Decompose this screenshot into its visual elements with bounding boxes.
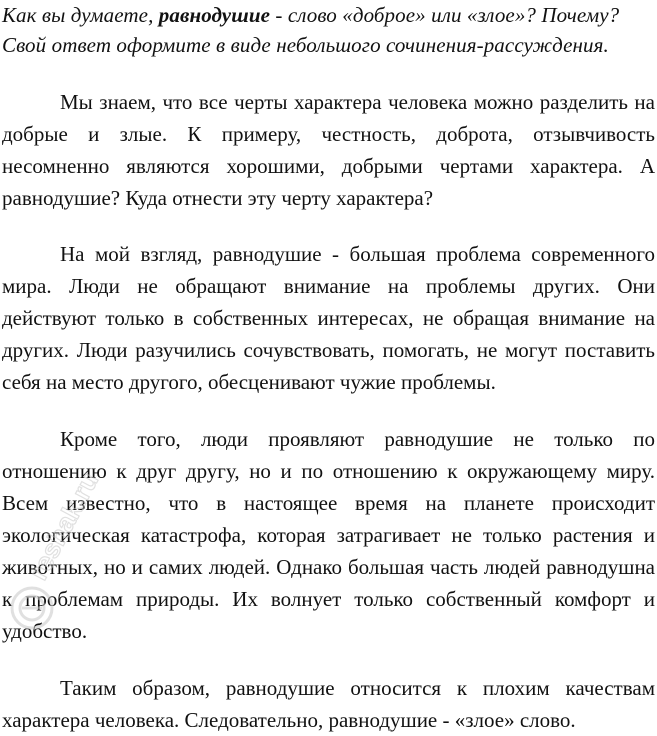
question-keyword: равнодушие [158,3,271,27]
essay-paragraph-1: Мы знаем, что все черты характера человека можно разделить на добрые и злые. К примеру, честность, доброта, отзывчивость несомненно являются хорошими, добрыми чертами характера. А равнодушие? Куда отнести эту черту характера? [2,90,655,210]
essay-paragraph-2: На мой взгляд, равнодушие - большая проблема современного мира. Люди не обращают внимание на проблемы других. Они действуют только в собственных интересах, не обращая внимание на других. Люди разучились сочувствовать, помогать, не могут поставить себя на место другого, обесценивают чужие проблемы. [2,242,655,394]
essay-paragraph-3: Кроме того, люди проявляют равнодушие не только по отношению к друг другу, но и по отношению к окружающему миру. Всем известно, что в настоящее время на планете происходит экологическая катастрофа, которая затрагивает не только растения и животных, но и самих людей. Однако большая часть людей равнодушна к проблемам природы. Их волнует только собственный комфорт и удобство. [2,427,655,643]
question-text-start: Как вы думаете, [2,3,159,27]
question-text-end: - слово «доброе» или «злое»? Почему? Свой ответ оформите в виде небольшого сочинения-рассуждения. [2,3,620,57]
essay-paragraph-4: Таким образом, равнодушие относится к плохим качествам характера человека. Следовательно, равнодушие - «злое» слово. [2,676,655,732]
task-question [2,0,657,60]
svg-text:reshak.ru: reshak.ru [22,470,105,585]
